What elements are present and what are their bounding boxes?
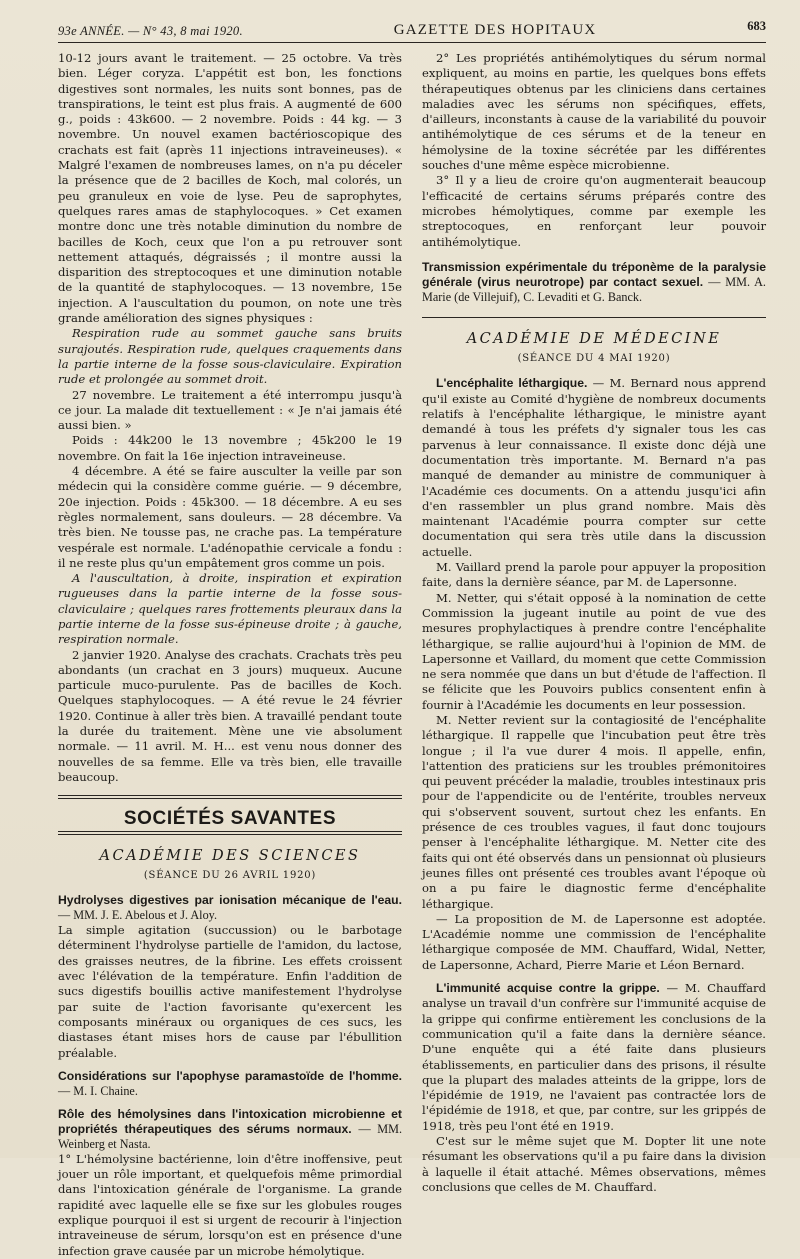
section-rule	[58, 831, 402, 832]
case-paragraph: Poids : 44k200 le 13 novembre ; 45k200 le 19 novembre. On fait la 16e injection intraveineuse.	[58, 433, 402, 463]
case-paragraph: 4 décembre. A été se faire ausculter la veille par son médecin qui la considère comme guérie. — 9 décembre, 20e injection. Poids : 45k300. — 18 décembre. A eu ses règles normalement, sans douleurs. — 28 décembre. Va très bien. Ne tousse pas, ne crache pas. La température vespérale est normale. L'adénopathie cervicale a fondu : il ne reste plus qu'un empâtement gros comme un pois.	[58, 464, 402, 570]
issue-line: 93e ANNÉE. — N° 43, 8 mai 1920.	[58, 24, 243, 38]
communication-text: 3° Il y a lieu de croire qu'on augmenterait beaucoup l'efficacité de certains sérums préparés contre des microbes hémolytiques, comme par exemple les streptocoques, en renforçant leur pouvoir antihémolytique.	[422, 173, 766, 249]
communication-title: Transmission expérimentale du tréponème de la paralysie générale (virus neurotrope) par contact sexuel.	[422, 259, 766, 289]
topic-lede: L'encéphalite léthargique.	[436, 376, 588, 391]
two-column-body	[58, 51, 766, 1259]
topic-text: — M. Bernard nous apprend qu'il existe au Comité d'hygiène de nombreux documents relatifs à l'encéphalite léthargique, le ministre ayant demandé à tous les préfets d'y signaler tous les cas parvenus à leur connaissance. Il existe donc déjà une documentation très importante. M. Bernard n'a pas manqué de demander au ministre de communiquer à l'Académie ces documents. On a attendu jusqu'ici afin d'en rassembler un plus grand nombre. Mais dès maintenant l'Académie pourra compter sur cette documentation qui sera très utile dans la discussion actuelle.	[422, 376, 766, 559]
session-date: (SÉANCE DU 4 MAI 1920)	[517, 353, 671, 365]
communication-text: 2° Les propriétés antihémolytiques du sérum normal expliquent, au moins en partie, les quelques bons effets thérapeutiques obtenus par les cliniciens dans certaines maladies avec les sérums non spécifiques, effets, d'ailleurs, inconstants à cause de la variabilité du pouvoir antihémolytique de ces sérums et de la teneur en hémolysine de la toxine sécrétée par les différentes souches d'une même espèce microbienne.	[422, 51, 766, 173]
topic-lede: L'immunité acquise contre la grippe.	[436, 981, 660, 996]
encephalitis-paragraph: M. Netter revient sur la contagiosité de l'encéphalite léthargique. Il rappelle que l'incubation peut être très longue ; il l'a vue durer 4 mois. Il appelle, enfin, l'attention des praticiens sur les troubles prémonitoires qui peuvent précéder la maladie, troubles intestinaux pris pour de l'appendicite ou de l'entérite, troubles nerveux qui s'observent souvent, surtout chez les enfants. En présence de ces troubles vagues, il faut donc toujours penser à l'encéphalite léthargique. M. Netter cite des faits qui ont été observés dans un pensionnat où plusieurs jeunes filles ont présenté ces troubles avant l'époque où on a pu faire le diagnostic ferme d'encéphalite léthargique.	[422, 712, 766, 911]
communication-heading	[422, 260, 766, 305]
academy-title: ACADÉMIE DES SCIENCES	[99, 847, 361, 864]
encephalitis-paragraph	[422, 376, 766, 560]
section-rule	[58, 795, 402, 796]
left-column	[58, 51, 402, 1259]
section-rule	[58, 834, 402, 835]
communication-heading	[58, 1069, 402, 1099]
section-rule	[422, 317, 766, 318]
session-date: (SÉANCE DU 26 AVRIL 1920)	[143, 869, 317, 881]
page-number: 683	[747, 19, 766, 33]
communication-authors: — MM. Weinberg et Nasta.	[58, 1121, 402, 1151]
page-header	[58, 10, 766, 43]
section-title: SOCIÉTÉS SAVANTES	[123, 808, 337, 830]
communication-authors: — MM. J. E. Abelous et J. Aloy.	[58, 908, 218, 923]
communication-title: Considérations sur l'apophyse paramastoïde de l'homme.	[58, 1068, 402, 1083]
auscultation-paragraph: A l'auscultation, à droite, inspiration et expiration rugueuses dans la partie interne de la fosse sous-claviculaire ; quelques rares frottements pleuraux dans la partie interne de la fosse sus-épineuse droite ; à gauche, respiration normale.	[58, 571, 402, 647]
communication-text: La simple agitation (succussion) ou le barbotage déterminent l'hydrolyse partielle de l'amidon, du lactose, des graisses neutres, de la fibrine. Les effets croissent avec l'élévation de la température. Enfin l'addition de sucs digestifs bouillis active manifestement l'hydrolyse par suite de l'action favorisante qu'exercent les composants minéraux ou organiques de ces sucs, les diastases étant mises hors de cause par l'ébullition préalable.	[58, 923, 402, 1060]
case-paragraph: 2 janvier 1920. Analyse des crachats. Crachats très peu abondants (un crachat en 3 jours) muqueux. Aucune particule muco-purulente. Pas de bacilles de Koch. Quelques staphylocoques. — A été revue le 24 février 1920. Continue à aller très bien. A travaillé pendant toute la durée du traitement. Mène une vie absolument normale. — 11 avril. M. H... est venu nous donner des nouvelles de sa femme. Elle va très bien, elle travaille beaucoup.	[58, 647, 402, 784]
communication-authors: — M. I. Chaine.	[58, 1083, 138, 1098]
communication-heading	[58, 893, 402, 923]
case-paragraph: 27 novembre. Le traitement a été interrompu jusqu'à ce jour. La malade dit textuellement : « Je n'ai jamais été aussi bien. »	[58, 387, 402, 433]
right-column	[422, 51, 766, 1259]
case-paragraph: 10-12 jours avant le traitement. — 25 octobre. Va très bien. Léger coryza. L'appétit est bon, les fonctions digestives sont normales, les nuits sont bonnes, pas de transpirations, le teint est plus frais. A augmenté de 600 g., poids : 43k600. — 2 novembre. Poids : 44 kg. — 3 novembre. Un nouvel examen bactérioscopique des crachats est fait (après 11 injections intraveineuses). « Malgré l'examen de nombreuses lames, on n'a pu déceler la présence que de 2 bacilles de Koch, mal colorés, un peu granuleux en voie de lyse. Peu de saprophytes, quelques rares amas de staphylocoques. » Cet examen montre donc une très notable diminution du nombre de bacilles de Koch, ceux que l'on a pu retrouver sont nettement attaqués, dégraissés ; il montre aussi la disparition des streptocoques et une diminution notable de la quantité de staphylocoques. — 13 novembre, 15e injection. A l'auscultation du poumon, on note une très grande amélioration des signes physiques :	[58, 51, 402, 326]
journal-title: GAZETTE DES HOPITAUX	[393, 22, 597, 38]
encephalitis-paragraph: M. Netter, qui s'était opposé à la nomination de cette Commission la jugeant inutile au point de vue des mesures prophylactiques à prendre contre l'encéphalite léthargique, se rallie aujourd'hui à l'opinion de MM. de Lapersonne et Vaillard, du moment que cette Commission ne sera nommée que dans un but d'étude de l'affection. Il se félicite que les Pouvoirs publics consentent enfin à fournir à l'Académie les documents en leur possession.	[422, 590, 766, 712]
grippe-paragraph	[422, 981, 766, 1134]
communication-heading	[58, 1107, 402, 1152]
encephalitis-paragraph: M. Vaillard prend la parole pour appuyer la proposition faite, dans la dernière séance, par M. de Lapersonne.	[422, 560, 766, 590]
topic-text: — M. Chauffard analyse un travail d'un confrère sur l'immunité acquise de la grippe qui confirme entièrement les conclusions de la communication qu'il a faite dans la dernière séance. D'une enquête qui a été faite dans plusieurs établissements, en particulier dans des prisons, il résulte que la plupart des malades atteints de la grippe, lors de l'épidémie de 1919, ne l'avaient pas contractée lors de l'épidémie de 1918, et que, par contre, sur les grippés de 1918, très peu l'ont été en 1919.	[422, 981, 767, 1133]
communication-authors: — MM. A. Marie (de Villejuif), C. Levaditi et G. Banck.	[422, 274, 766, 304]
encephalitis-paragraph: — La proposition de M. de Lapersonne est adoptée. L'Académie nomme une commission de l'encéphalite léthargique composée de MM. Chauffard, Widal, Netter, de Lapersonne, Achard, Pierre Marie et Léon Bernard.	[422, 911, 766, 972]
auscultation-paragraph: Respiration rude au sommet gauche sans bruits surajoutés. Respiration rude, quelques craquements dans la partie interne de la fosse sous-claviculaire. Expiration rude et prolongée au sommet droit.	[58, 326, 402, 387]
communication-text: 1° L'hémolysine bactérienne, loin d'être inoffensive, peut jouer un rôle important, et quelquefois même primordial dans l'intoxication générale de l'organisme. La grande rapidité avec laquelle elle se fixe sur les globules rouges explique pourquoi il est si urgent de recourir à l'injection intraveineuse de sérum, lorsqu'on est en présence d'une infection grave causée par un microbe hémolytique.	[58, 1151, 402, 1258]
communication-title: Hydrolyses digestives par ionisation mécanique de l'eau.	[58, 893, 402, 908]
academy-title: ACADÉMIE DE MÉDECINE	[466, 330, 722, 347]
grippe-paragraph: C'est sur le même sujet que M. Dopter lit une note résumant les observations qu'il a pu faire dans la division à laquelle il était attaché. Mêmes observations, mêmes conclusions que celles de M. Chauffard.	[422, 1134, 766, 1194]
communication-title: Rôle des hémolysines dans l'intoxication microbienne et propriétés thérapeutiques des sérums normaux.	[58, 1106, 402, 1136]
section-rule	[58, 798, 402, 799]
